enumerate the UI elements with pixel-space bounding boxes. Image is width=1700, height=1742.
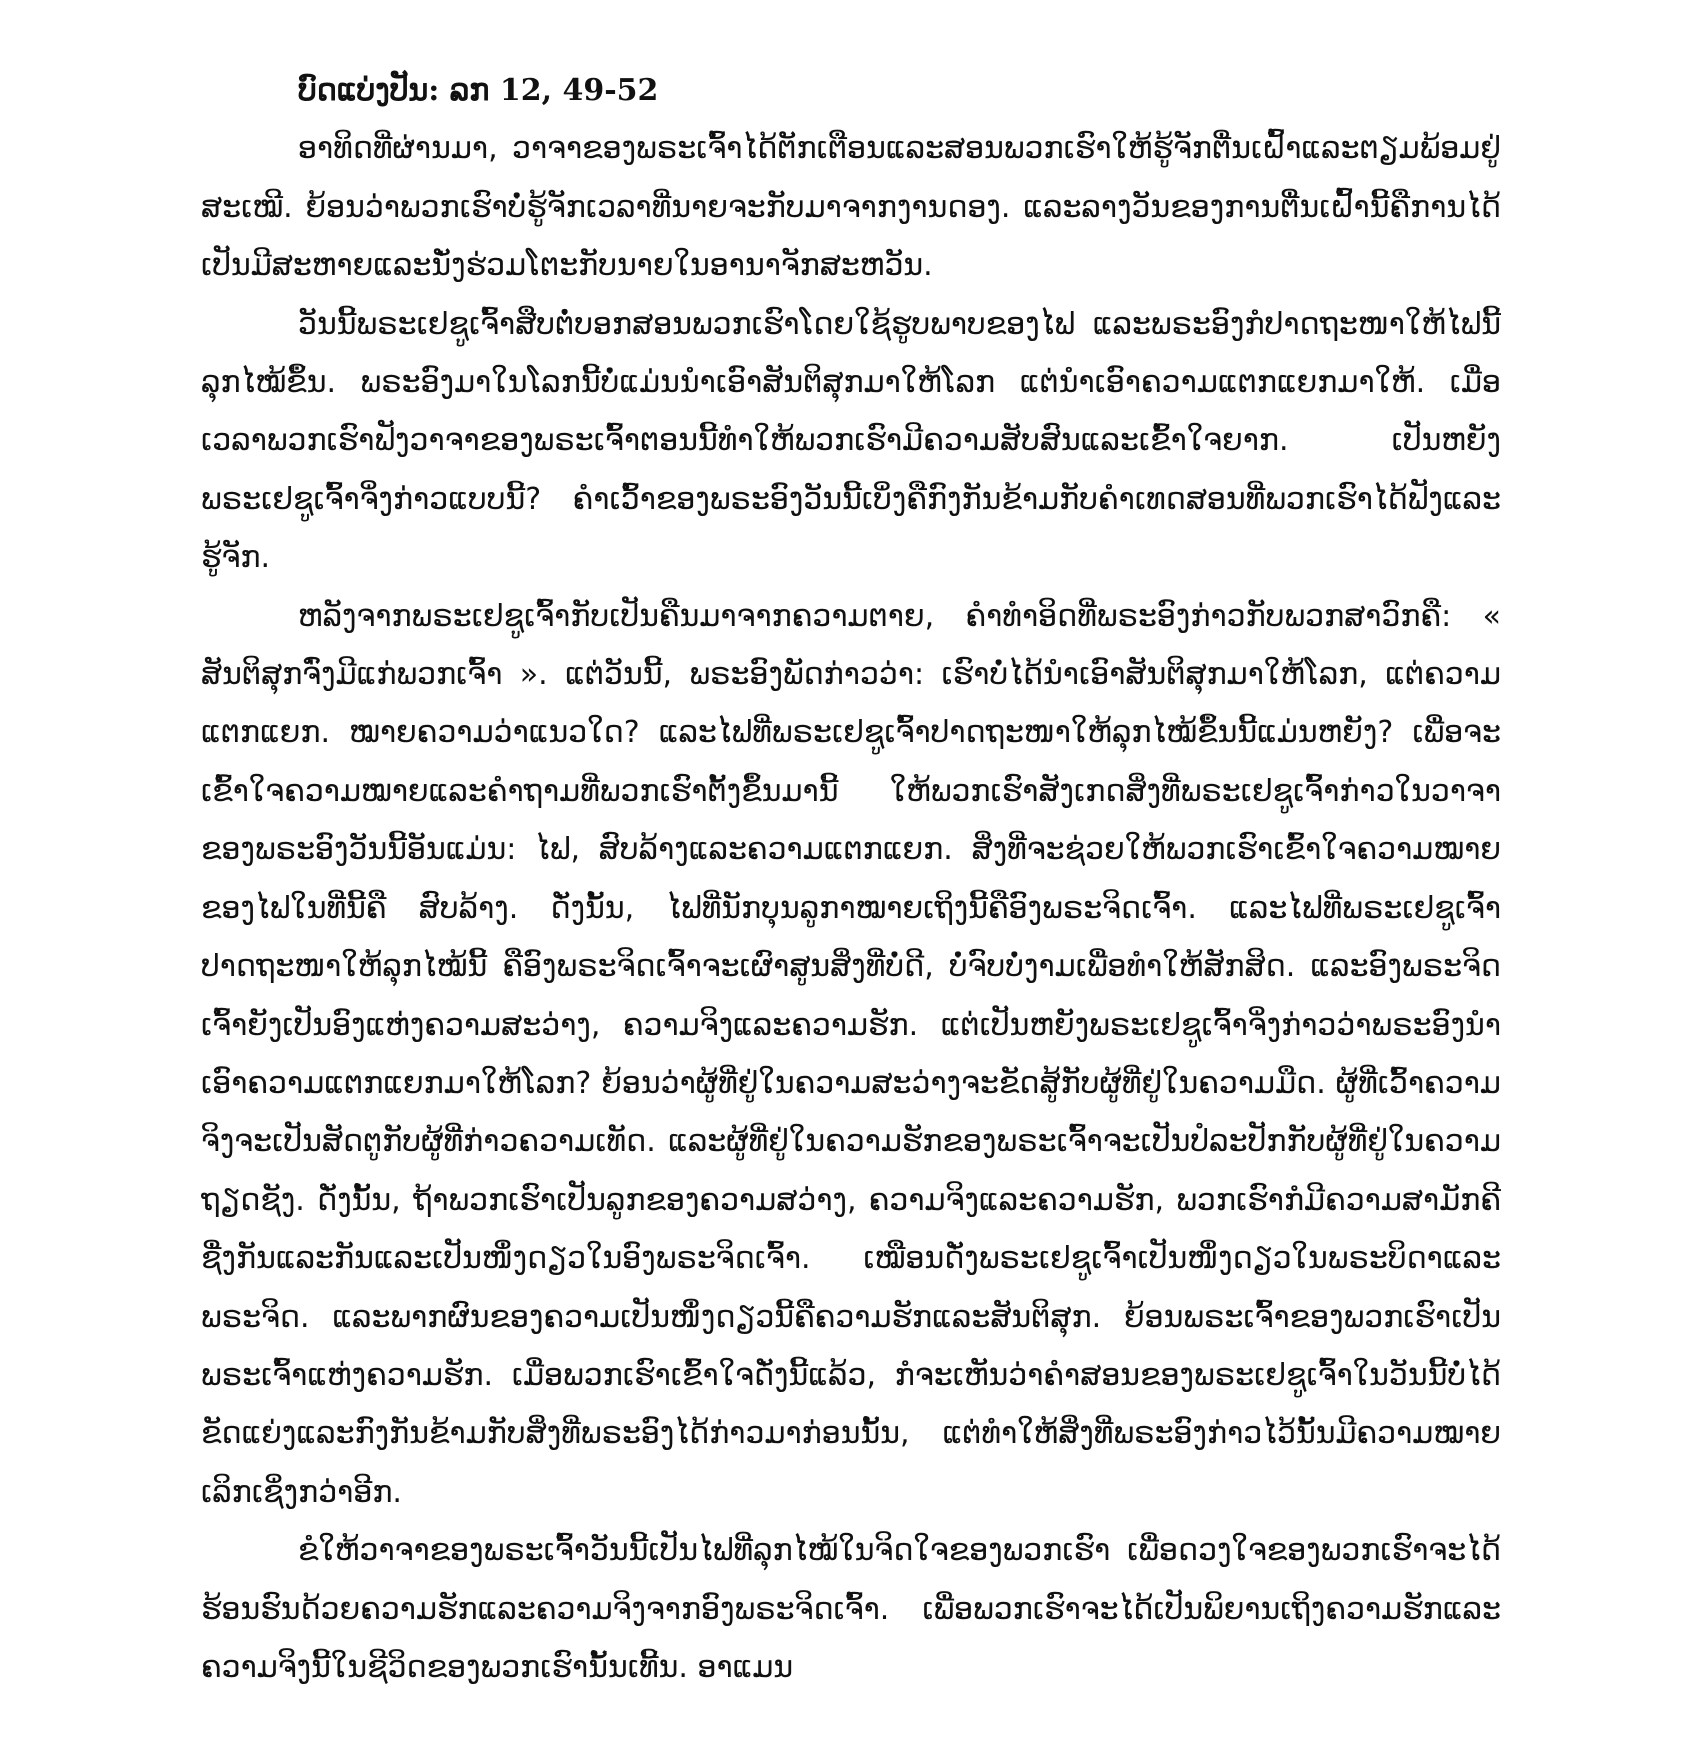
document-title: ບົດແບ່ງປັນ: ລກ 12, 49-52	[298, 73, 659, 108]
paragraph-2: ວັນນີ້ພຣະເຢຊູເຈົ້າສືບຕໍ່ບອກສອນພວກເຮົາໂດຍໃຊ້ຮູບພາບຂອງໄຟ ແລະພຣະອົງກໍປາດຖະໜາໃຫ້ໄຟນີ້ລຸກໄໝ້ຂຶ້ນ. ພຣະອົງມາໃນໂລກນີ້ບໍ່ແມ່ນນຳເອົາສັນຕິສຸກມາໃຫ້ໂລກ ແຕ່ນຳເອົາຄວາມແຕກແຍກມາໃຫ້. ເມື່ອເວລາພວກເຮົາຟັງວາຈາຂອງພຣະເຈົ້າຕອນນີ້ທຳໃຫ້ພວກເຮົາມີຄວາມສັບສົນແລະເຂົ້າໃຈຍາກ. ເປັນຫຍັງພຣະເຢຊູເຈົ້າຈິ່ງກ່າວແບບນີ້? ຄຳເວົ້າຂອງພຣະອົງວັນນີ້ເບິ່ງຄືກົງກັນຂ້າມກັບຄຳເທດສອນທີ່ພວກເຮົາໄດ້ຟັງແລະຮູ້ຈັກ.	[201, 306, 1501, 576]
paragraph-3: ຫລັງຈາກພຣະເຢຊູເຈົ້າກັບເປັນຄືນມາຈາກຄວາມຕາຍ, ຄຳທຳອິດທີ່ພຣະອົງກ່າວກັບພວກສາວົກຄື: « ສັນຕິສຸກຈົ່ງມີແກ່ພວກເຈົ້າ ». ແຕ່ວັນນີ້, ພຣະອົງພັດກ່າວວ່າ: ເຮົາບໍ່ໄດ້ນຳເອົາສັນຕິສຸກມາໃຫ້ໂລກ, ແຕ່ຄວາມແຕກແຍກ. ໝາຍຄວາມວ່າແນວໃດ? ແລະໄຟທີ່ພຣະເຢຊູເຈົ້າປາດຖະໜາໃຫ້ລຸກໄໝ້ຂຶ້ນນີ້ແມ່ນຫຍັງ? ເພື່ອຈະເຂົ້າໃຈຄວາມໝາຍແລະຄຳຖາມທີ່ພວກເຮົາຕັ້ງຂຶ້ນມານີ້ ໃຫ້ພວກເຮົາສັງເກດສິ່ງທີ່ພຣະເຢຊູເຈົ້າກ່າວໃນວາຈາຂອງພຣະອົງວັນນີ້ອັນແມ່ນ: ໄຟ, ສົບລ້າງແລະຄວາມແຕກແຍກ. ສິ່ງທີ່ຈະຊ່ວຍໃຫ້ພວກເຮົາເຂົ້າໃຈຄວາມໝາຍຂອງໄຟໃນທີ່ນີ້ຄື ສົບລ້າງ. ດັ່ງນັ້ນ, ໄຟທີ່ນັກບຸນລູກາໝາຍເຖິງນີ້ຄືອົງພຣະຈິດເຈົ້າ. ແລະໄຟທີ່ພຣະເຢຊູເຈົ້າປາດຖະໜາໃຫ້ລຸກໄໝ້ນີ້ ຄືອົງພຣະຈິດເຈົ້າຈະເຜົາສູນສິ່ງທີ່ບໍ່ດີ, ບໍ່ຈົບບໍ່ງາມເພື່ອທຳໃຫ້ສັກສິດ. ແລະອົງພຣະຈິດເຈົ້າຍັງເປັນອົງແຫ່ງຄວາມສະວ່າງ, ຄວາມຈິງແລະຄວາມຮັກ. ແຕ່ເປັນຫຍັງພຣະເຢຊູເຈົ້າຈິ່ງກ່າວວ່າພຣະອົງນຳເອົາຄວາມແຕກແຍກມາໃຫ້ໂລກ? ຍ້ອນວ່າຜູ້ທີ່ຢູ່ໃນຄວາມສະວ່າງຈະຂັດສູ້ກັບຜູ້ທີ່ຢູ່ໃນຄວາມມືດ. ຜູ້ທີ່ເວົ້າຄວາມຈິງຈະເປັນສັດຕູກັບຜູ້ທີ່ກ່າວຄວາມເທັດ. ແລະຜູ້ທີ່ຢູ່ໃນຄວາມຮັກຂອງພຣະເຈົ້າຈະເປັນປໍລະປັກກັບຜູ້ທີ່ຢູ່ໃນຄວາມຖຽດຊັງ. ດັ່ງນັ້ນ, ຖ້າພວກເຮົາເປັນລູກຂອງຄວາມສວ່າງ, ຄວາມຈິງແລະຄວາມຮັກ, ພວກເຮົາກໍມີຄວາມສາມັກຄີຊື່ງກັນແລະກັນແລະເປັນໜຶ່ງດຽວໃນອົງພຣະຈິດເຈົ້າ. ເໝືອນດັ່ງພຣະເຢຊູເຈົ້າເປັນໜຶ່ງດຽວໃນພຣະບິດາແລະພຣະຈິດ. ແລະພາກຜົນຂອງຄວາມເປັນໜຶ່ງດຽວນີ້ຄືຄວາມຮັກແລະສັນຕິສຸກ. ຍ້ອນພຣະເຈົ້າຂອງພວກເຮົາເປັນພຣະເຈົ້າແຫ່ງຄວາມຮັກ. ເມື່ອພວກເຮົາເຂົ້າໃຈດັ່ງນີ້ແລ້ວ, ກໍຈະເຫັນວ່າຄຳສອນຂອງພຣະເຢຊູເຈົ້າໃນວັນນີ້ບໍ່ໄດ້ຂັດແຍ່ງແລະກົງກັນຂ້າມກັບສິ່ງທີ່ພຣະອົງໄດ້ກ່າວມາກ່ອນນັ້ນ, ແຕ່ທຳໃຫ້ສິ່ງທີ່ພຣະອົງກ່າວໄວ້ນັ້ນມີຄວາມໝາຍເລິກເຊິ່ງກວ່າອີກ.	[201, 598, 1501, 1510]
document-body	[201, 62, 1501, 1697]
paragraph-4: ຂໍໃຫ້ວາຈາຂອງພຣະເຈົ້າວັນນີ້ເປັນໄຟທີ່ລຸກໄໝ້ໃນຈິດໃຈຂອງພວກເຮົາ ເພື່ອດວງໃຈຂອງພວກເຮົາຈະໄດ້ຮ້ອນຮົນດ້ວຍຄວາມຮັກແລະຄວາມຈິງຈາກອົງພຣະຈິດເຈົ້າ. ເພື່ອພວກເຮົາຈະໄດ້ເປັນພິຍານເຖິງຄວາມຮັກແລະຄວາມຈິງນີ້ໃນຊີວິດຂອງພວກເຮົານັ້ນເທີ້ນ. ອາແມນ	[201, 1533, 1501, 1685]
paragraph-1: ອາທິດທີ່ຜ່ານມາ, ວາຈາຂອງພຣະເຈົ້າໄດ້ຕັກເຕືອນແລະສອນພວກເຮົາໃຫ້ຮູ້ຈັກຕື່ນເຝົ້າແລະຕຽມພ້ອມຢູ່ສະເໝີ. ຍ້ອນວ່າພວກເຮົາບໍ່ຮູ້ຈັກເວລາທີ່ນາຍຈະກັບມາຈາກງານດອງ. ແລະລາງວັນຂອງການຕື່ນເຝົ້ານີ້ຄືການໄດ້ເປັນມີສະຫາຍແລະນັ່ງຮ່ວມໂຕະກັບນາຍໃນອານາຈັກສະຫວັນ.	[201, 131, 1501, 284]
